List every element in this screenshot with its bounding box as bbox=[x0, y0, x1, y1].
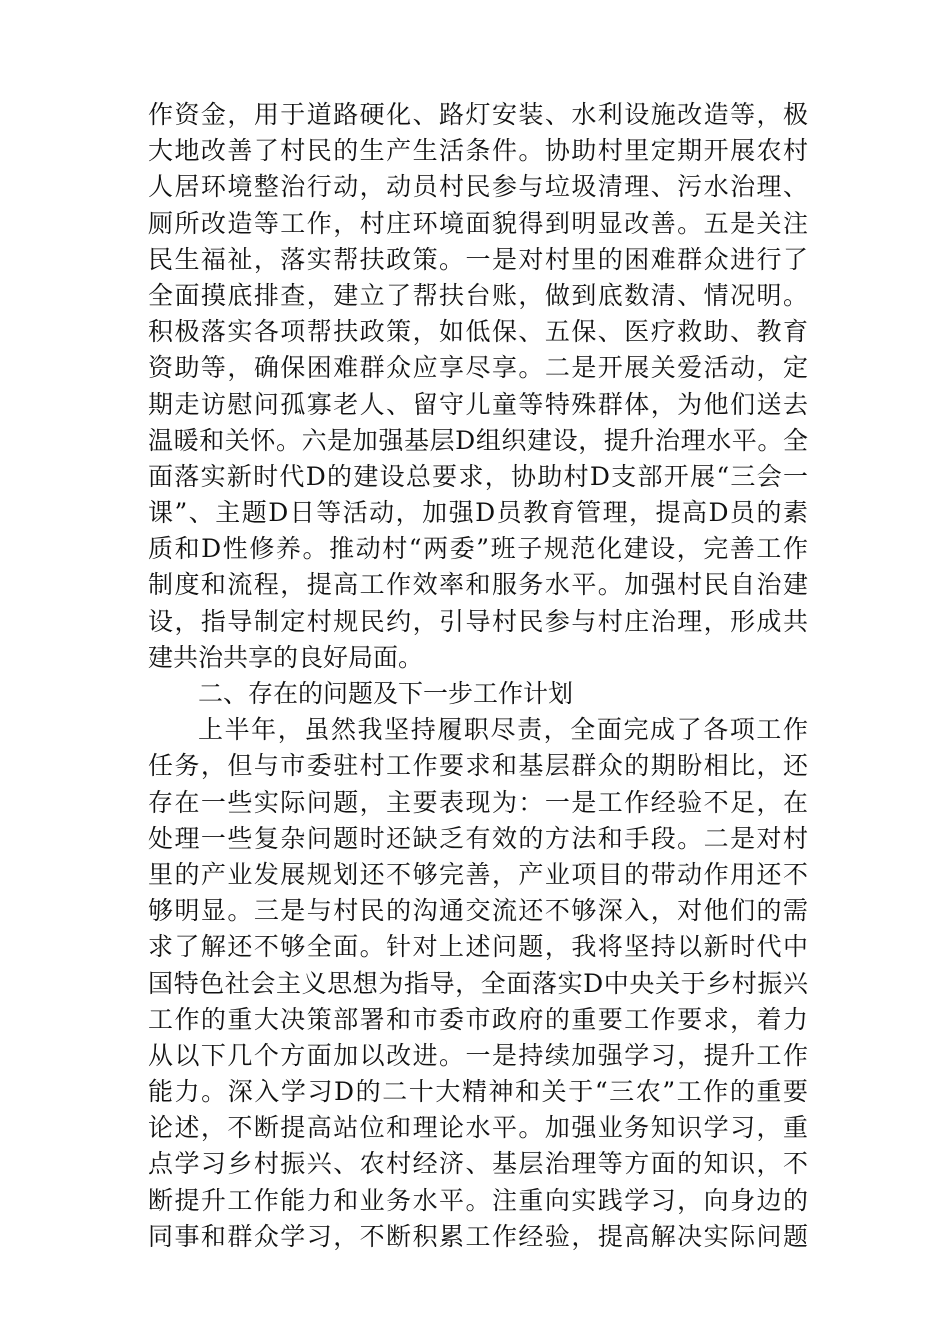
text-line: 面落实新时代D的建设总要求，协助村D支部开展“三会一 bbox=[148, 461, 808, 491]
text-line: 课”、主题D日等活动，加强D员教育管理，提高D员的素 bbox=[148, 498, 808, 528]
text-line: 够明显。三是与村民的沟通交流还不够深入，对他们的需 bbox=[148, 896, 808, 926]
text-line: 论述，不断提高站位和理论水平。加强业务知识学习，重 bbox=[148, 1113, 808, 1143]
section-heading: 二、存在的问题及下一步工作计划 bbox=[198, 679, 574, 708]
text-line: 断提升工作能力和业务水平。注重向实践学习，向身边的 bbox=[148, 1185, 808, 1215]
text-line: 点学习乡村振兴、农村经济、基层治理等方面的知识，不 bbox=[148, 1149, 808, 1179]
text-line: 厕所改造等工作，村庄环境面貌得到明显改善。五是关注 bbox=[148, 208, 808, 238]
text-line: 积极落实各项帮扶政策，如低保、五保、医疗救助、教育 bbox=[148, 317, 808, 347]
text-line: 存在一些实际问题，主要表现为：一是工作经验不足，在 bbox=[148, 787, 808, 817]
text-line: 求了解还不够全面。针对上述问题，我将坚持以新时代中 bbox=[148, 932, 808, 962]
text-line: 能力。深入学习D的二十大精神和关于“三农”工作的重要 bbox=[148, 1077, 808, 1107]
text-line: 设，指导制定村规民约，引导村民参与村庄治理，形成共 bbox=[148, 606, 808, 636]
text-line: 上半年，虽然我坚持履职尽责，全面完成了各项工作 bbox=[198, 715, 808, 745]
text-line: 工作的重大决策部署和市委市政府的重要工作要求，着力 bbox=[148, 1004, 808, 1034]
text-line: 民生福祉，落实帮扶政策。一是对村里的困难群众进行了 bbox=[148, 244, 808, 274]
text-line: 制度和流程，提高工作效率和服务水平。加强村民自治建 bbox=[148, 570, 808, 600]
text-line: 任务，但与市委驻村工作要求和基层群众的期盼相比，还 bbox=[148, 751, 808, 781]
text-line: 国特色社会主义思想为指导，全面落实D中央关于乡村振兴 bbox=[148, 968, 808, 998]
text-line: 人居环境整治行动，动员村民参与垃圾清理、污水治理、 bbox=[148, 172, 808, 202]
text-line: 建共治共享的良好局面。 bbox=[148, 642, 424, 672]
text-line: 质和D性修养。推动村“两委”班子规范化建设，完善工作 bbox=[148, 534, 808, 564]
text-line: 处理一些复杂问题时还缺乏有效的方法和手段。二是对村 bbox=[148, 823, 808, 853]
text-line: 温暖和关怀。六是加强基层D组织建设，提升治理水平。全 bbox=[148, 425, 808, 455]
text-line: 同事和群众学习，不断积累工作经验，提高解决实际问题 bbox=[148, 1221, 808, 1251]
text-line: 期走访慰问孤寡老人、留守儿童等特殊群体，为他们送去 bbox=[148, 389, 808, 419]
text-line: 全面摸底排查，建立了帮扶台账，做到底数清、情况明。 bbox=[148, 280, 808, 310]
text-line: 里的产业发展规划还不够完善，产业项目的带动作用还不 bbox=[148, 859, 808, 889]
text-line: 从以下几个方面加以改进。一是持续加强学习，提升工作 bbox=[148, 1040, 808, 1070]
document-body bbox=[148, 97, 808, 1255]
text-line: 大地改善了村民的生产生活条件。协助村里定期开展农村 bbox=[148, 136, 808, 166]
text-line: 资助等，确保困难群众应享尽享。二是开展关爱活动，定 bbox=[148, 353, 808, 383]
text-line: 作资金，用于道路硬化、路灯安装、水利设施改造等，极 bbox=[148, 100, 808, 129]
